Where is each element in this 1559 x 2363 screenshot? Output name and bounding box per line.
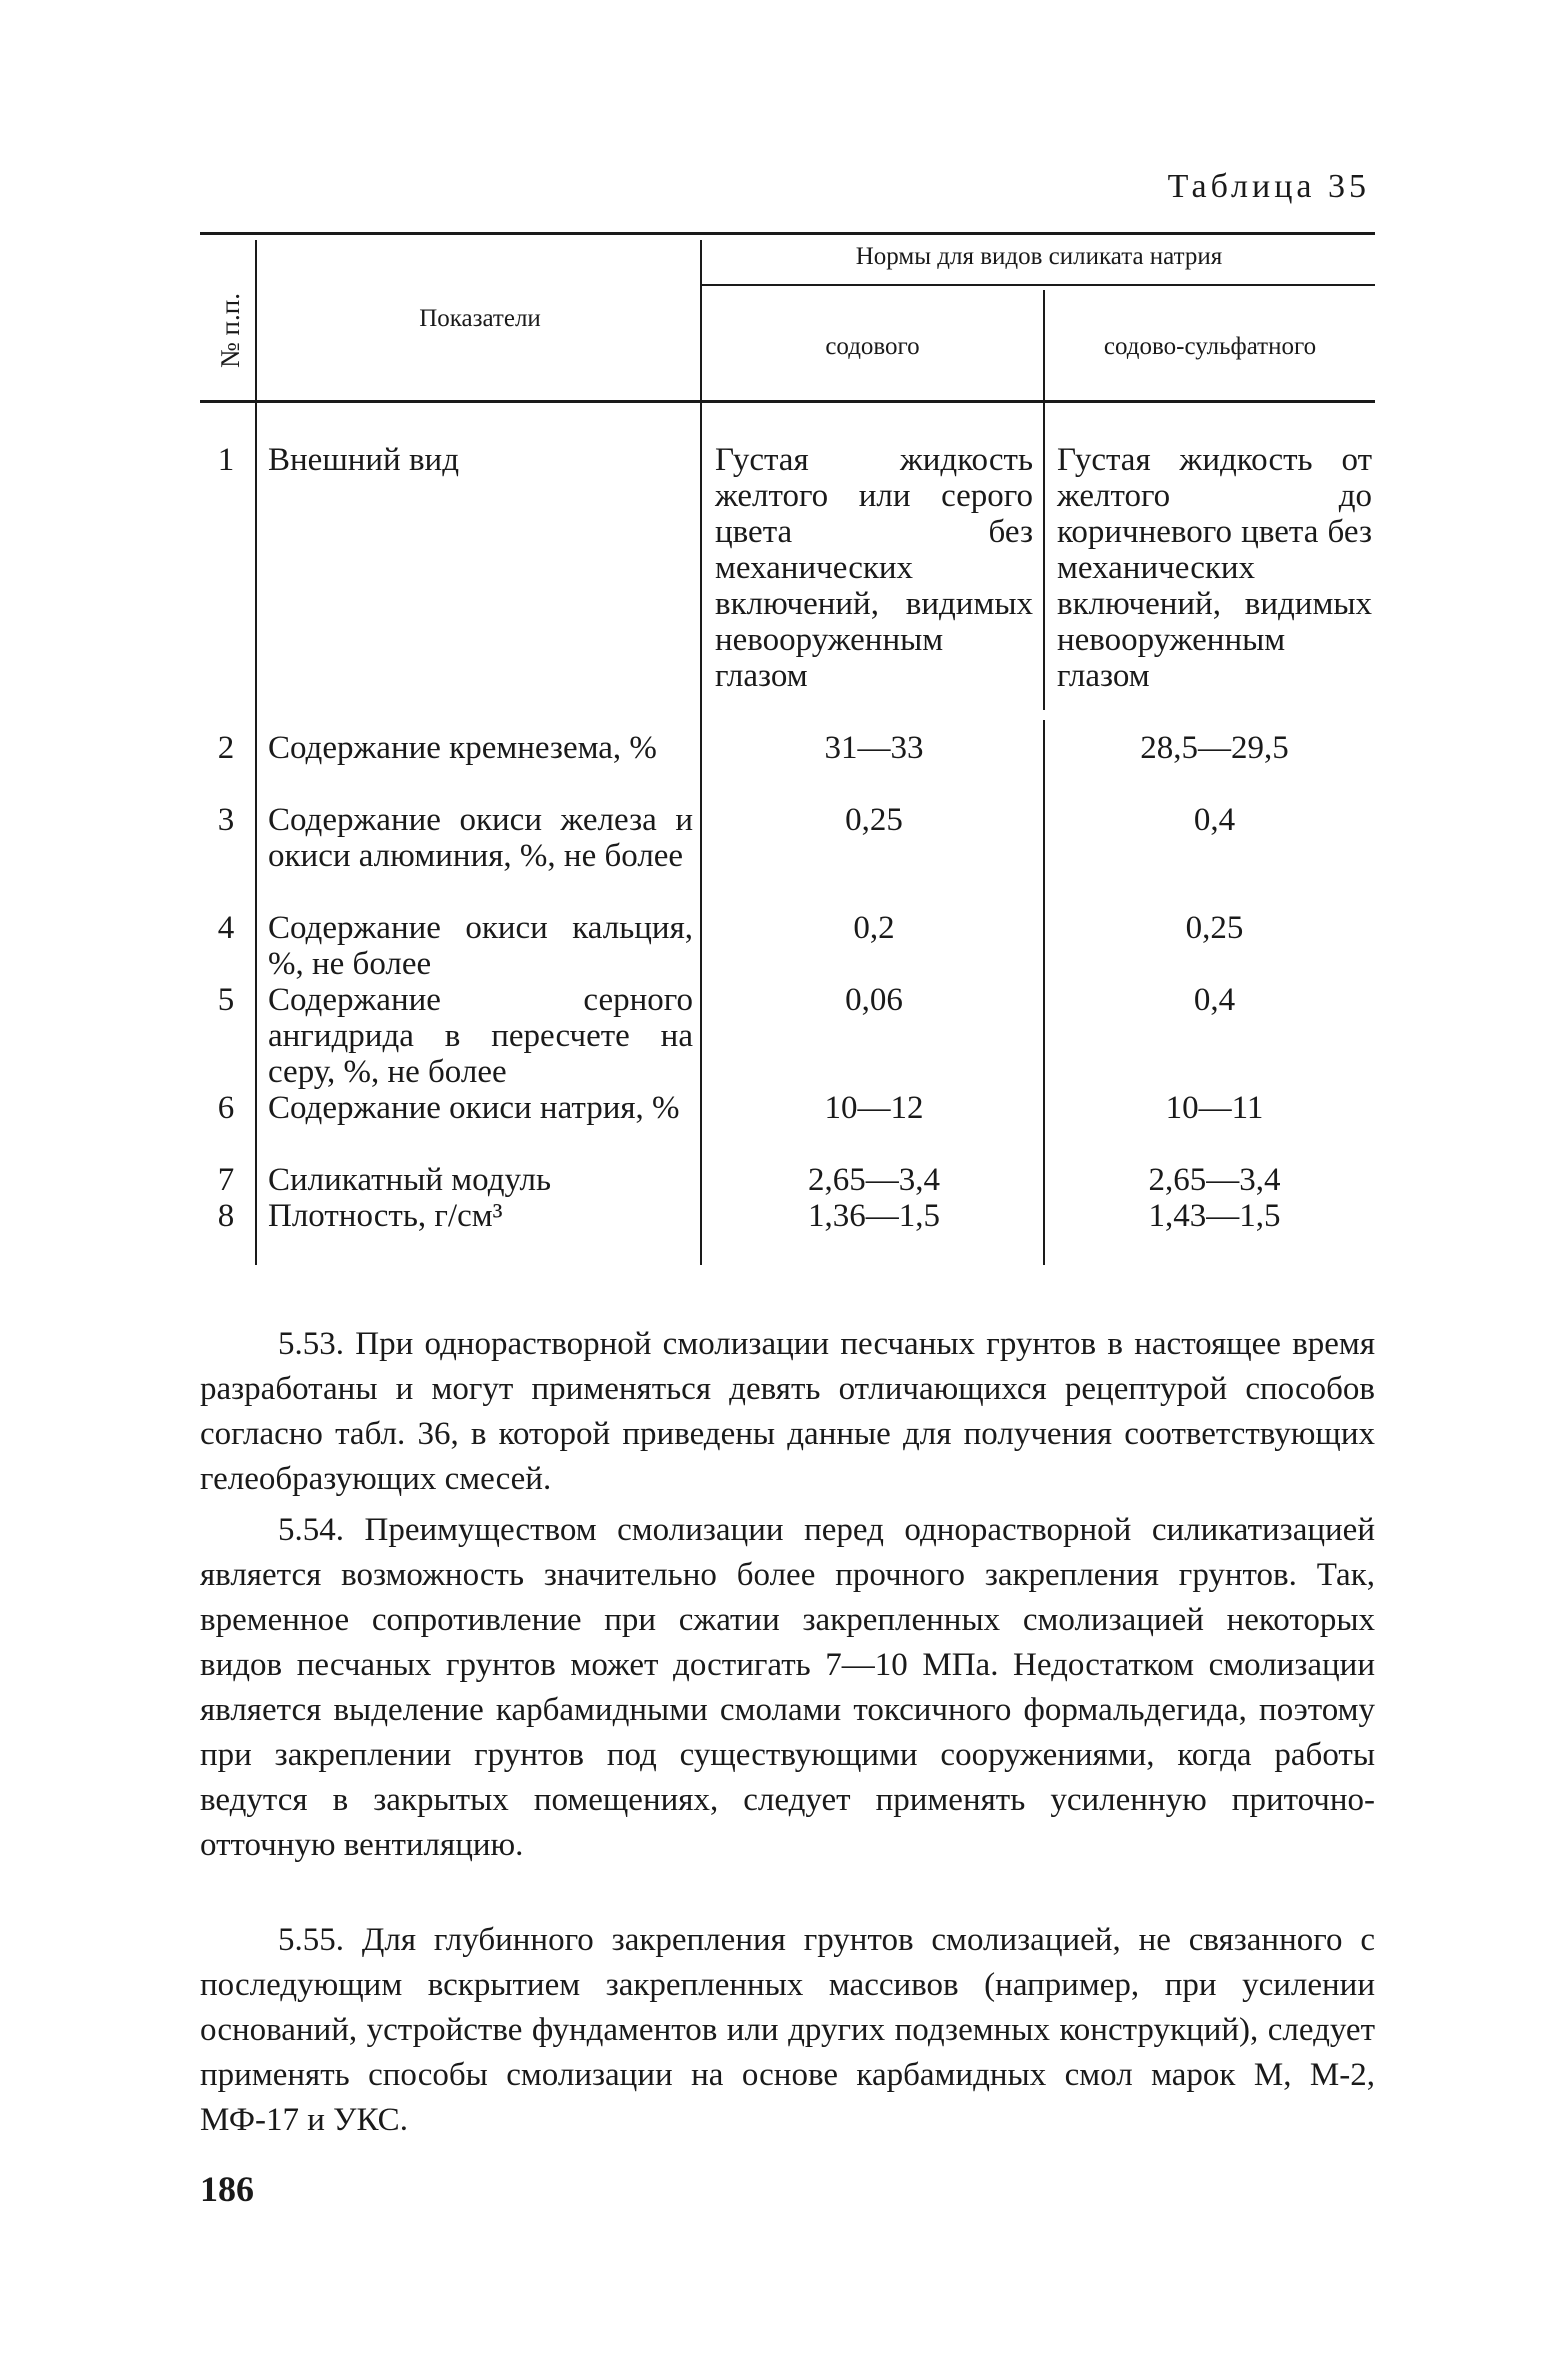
header-bottom-rule	[200, 400, 1375, 403]
row-1-value-soda-sulfate: Густая жидкость от желтого до коричневого цвета без механических включений, видимых невооруженным глазом	[1057, 442, 1372, 694]
row-1-indicator: Внешний вид	[268, 442, 459, 478]
row-5-value-soda-sulfate: 0,4	[1193, 982, 1236, 1018]
header-indicators: Показатели	[419, 305, 541, 332]
row-8-value-soda: 1,36—1,5	[808, 1198, 940, 1234]
row-7-value-soda: 2,65—3,4	[808, 1162, 940, 1198]
row-5-num: 5	[217, 982, 235, 1018]
row-2-value-soda-sulfate: 28,5—29,5	[1140, 730, 1289, 766]
header-col1: содового	[825, 333, 920, 360]
row-5-value-soda: 0,06	[845, 982, 903, 1018]
col-divider-indicator	[700, 240, 702, 1265]
row-1-value-soda: Густая жидкость желтого или серого цвета без механических включений, видимых невооруженным глазом	[715, 442, 1033, 694]
row-3-num: 3	[217, 802, 235, 838]
row-3-value-soda-sulfate: 0,4	[1193, 802, 1236, 838]
row-6-indicator: Содержание окиси натрия, %	[268, 1090, 680, 1126]
header-subrule	[702, 284, 1375, 286]
col-divider-values-lower	[1043, 720, 1045, 1265]
row-5-indicator: Содержание серного ангидрида в пересчете на серу, %, не более	[268, 982, 693, 1090]
row-3-indicator: Содержание окиси железа и окиси алюминия, %, не более	[268, 802, 693, 874]
row-2-value-soda: 31—33	[824, 730, 924, 766]
row-1-num: 1	[217, 442, 235, 478]
row-8-num: 8	[217, 1198, 235, 1234]
col-divider-values	[1043, 290, 1045, 710]
row-8-indicator: Плотность, г/см³	[268, 1198, 503, 1234]
header-norms: Нормы для видов силиката натрия	[855, 243, 1223, 270]
row-6-value-soda: 10—12	[824, 1090, 924, 1126]
table-top-rule	[200, 232, 1375, 235]
header-col2: содово-сульфатного	[1103, 333, 1317, 360]
row-6-num: 6	[217, 1090, 235, 1126]
col-divider-num	[255, 240, 257, 1265]
row-4-num: 4	[217, 910, 235, 946]
row-4-value-soda: 0,2	[853, 910, 895, 946]
header-num: № п.п.	[214, 292, 245, 368]
table-caption: Таблица 35	[1167, 168, 1370, 205]
row-2-num: 2	[217, 730, 235, 766]
row-4-value-soda-sulfate: 0,25	[1185, 910, 1244, 946]
paragraph-5-54: 5.54. Преимуществом смолизации перед однорастворной силикатизацией является возможность значительно более прочного закрепления грунтов. Так, временное сопротивление при сжатии закрепленных смолизацией некоторых видов песчаных грунтов может достигать 7—10 МПа. Недостатком смолизации является выделение карбамидными смолами токсичного формальдегида, поэтому при закреплении грунтов под существующими сооружениями, когда работы ведутся в закрытых помещениях, следует применять усиленную приточно-отточную вентиляцию.	[200, 1512, 1375, 1863]
page-number: 186	[200, 2169, 254, 2209]
row-3-value-soda: 0,25	[845, 802, 903, 838]
row-4-indicator: Содержание окиси кальция, %, не более	[268, 910, 693, 982]
row-6-value-soda-sulfate: 10—11	[1165, 1090, 1264, 1126]
paragraph-5-53: 5.53. При однорастворной смолизации песчаных грунтов в настоящее время разработаны и могут применяться девять отличающихся рецептурой способов согласно табл. 36, в которой приведены данные для получения соответствующих гелеобразующих смесей.	[200, 1326, 1375, 1497]
row-8-value-soda-sulfate: 1,43—1,5	[1148, 1198, 1281, 1234]
row-7-value-soda-sulfate: 2,65—3,4	[1148, 1162, 1281, 1198]
paragraph-5-55: 5.55. Для глубинного закрепления грунтов смолизацией, не связанного с последующим вскрытием закрепленных массивов (например, при усилении оснований, устройстве фундаментов или других подземных конструкций), следует применять способы смолизации на основе карбамидных смол марок М, М-2, МФ-17 и УКС.	[200, 1922, 1375, 2138]
row-7-num: 7	[217, 1162, 235, 1198]
row-2-indicator: Содержание кремнезема, %	[268, 730, 657, 766]
row-7-indicator: Силикатный модуль	[268, 1162, 552, 1198]
